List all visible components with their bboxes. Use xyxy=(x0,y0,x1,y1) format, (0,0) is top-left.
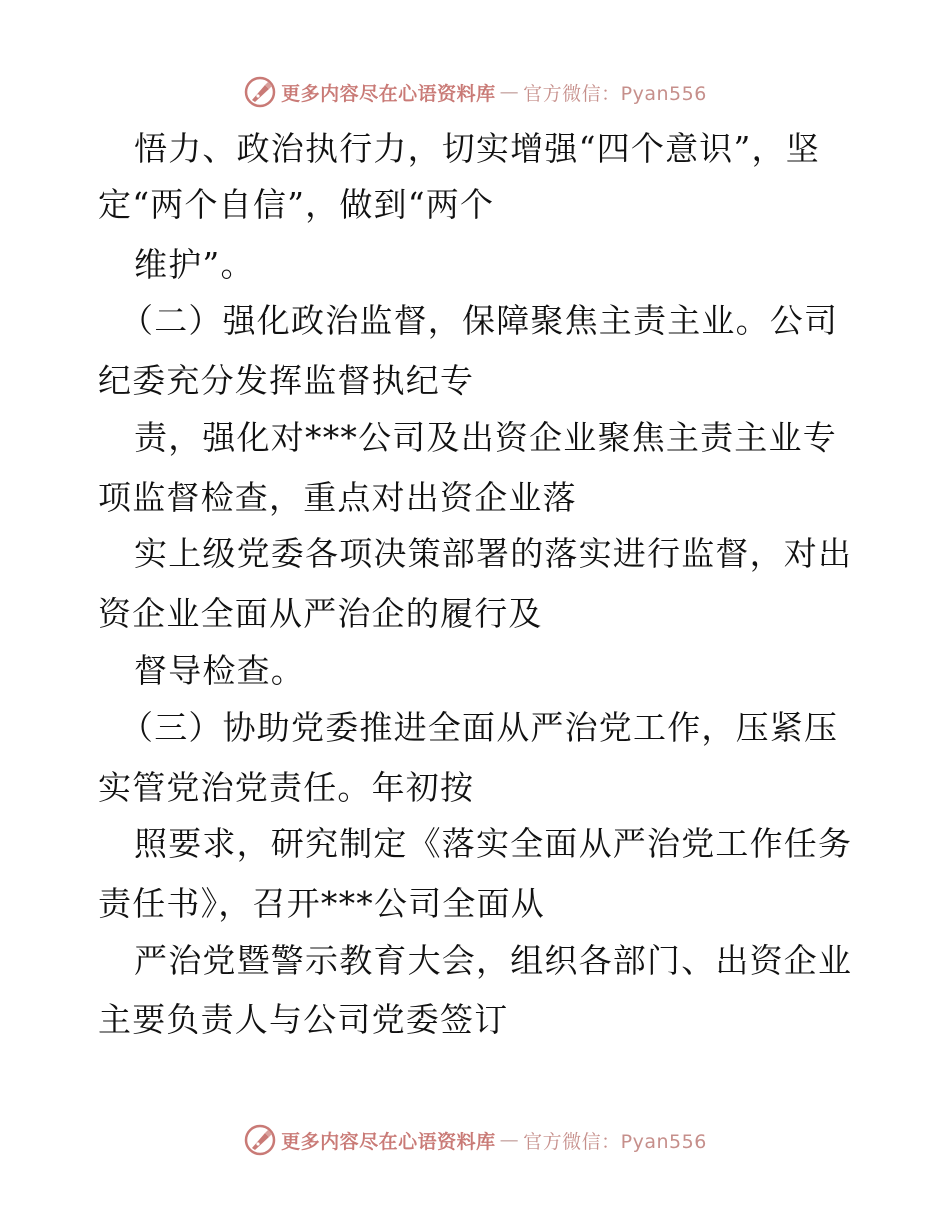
header-watermark xyxy=(0,72,950,112)
text-line: （三）协助党委推进全面从严治党工作，压紧压 xyxy=(120,708,839,747)
text-line: 定“两个自信”，做到“两个 xyxy=(98,185,495,224)
text-line: 纪委充分发挥监督执纪专 xyxy=(98,361,475,400)
text-line: 主要负责人与公司党委签订 xyxy=(98,1000,509,1039)
text-line: 实管党治党责任。年初按 xyxy=(98,768,475,807)
text-line: 责，强化对***公司及出资企业聚焦主责主业专 xyxy=(134,418,837,457)
watermark-wechat-text: 官方微信：Pyan556 xyxy=(523,1130,707,1153)
watermark-main-text: 更多内容尽在心语资料库 xyxy=(281,1130,496,1153)
watermark-main-text: 更多内容尽在心语资料库 xyxy=(281,82,496,105)
pen-nib-logo-icon xyxy=(243,75,277,109)
text-line: 悟力、政治执行力，切实增强“四个意识”，坚 xyxy=(134,129,820,168)
watermark-wechat-text: 官方微信：Pyan556 xyxy=(523,82,707,105)
watermark-separator: — xyxy=(499,1129,520,1151)
pen-nib-logo-icon xyxy=(243,1123,277,1157)
watermark-separator: — xyxy=(499,81,520,103)
text-line: 实上级党委各项决策部署的落实进行监督，对出 xyxy=(134,534,853,573)
text-line: 责任书》，召开***公司全面从 xyxy=(98,884,545,923)
text-line: 照要求，研究制定《落实全面从严治党工作任务 xyxy=(134,824,853,863)
text-line: 维护”。 xyxy=(134,245,255,284)
footer-watermark xyxy=(0,1120,950,1160)
text-line: 严治党暨警示教育大会，组织各部门、出资企业 xyxy=(134,941,853,980)
text-line: （二）强化政治监督，保障聚焦主责主业。公司 xyxy=(120,301,839,340)
text-line: 资企业全面从严治企的履行及 xyxy=(98,594,543,633)
text-line: 督导检查。 xyxy=(134,651,305,690)
text-line: 项监督检查，重点对出资企业落 xyxy=(98,478,577,517)
